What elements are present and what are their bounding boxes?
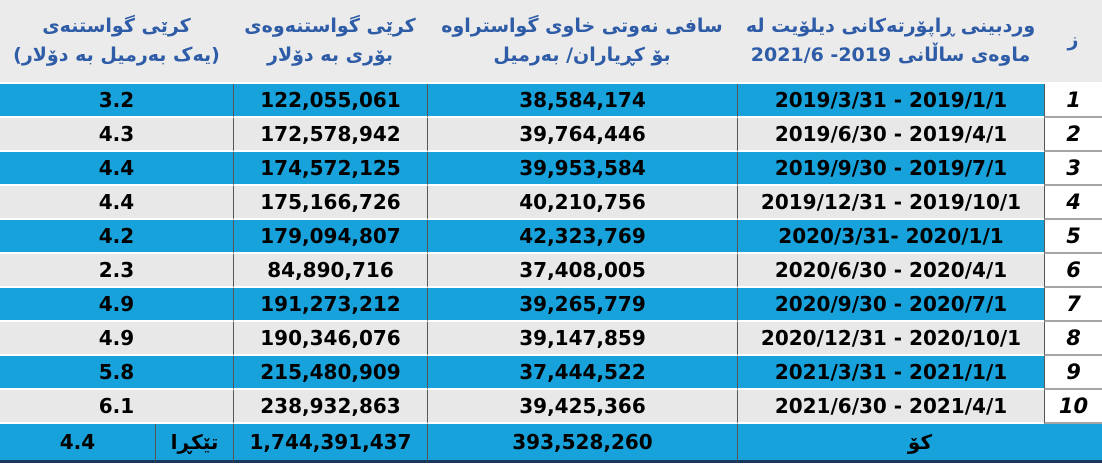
cell-index: 3	[1044, 152, 1102, 186]
header-net-oil-line2: بۆ کڕیاران/ بەرمیل	[493, 44, 671, 66]
header-net-oil-line1: سافی نەوتی خاوی گواستراوە	[441, 14, 723, 37]
cell-rate: 4.3	[0, 118, 233, 152]
header-period-line2: ماوەی ساڵانی 2019- 2021/6	[750, 44, 1031, 66]
cell-rate: 4.9	[0, 322, 233, 356]
cell-period: 2020/3/31- 2020/1/1	[737, 220, 1044, 254]
table-row	[0, 84, 1102, 118]
cell-net-oil: 39,953,584	[427, 152, 737, 186]
cell-net-oil: 37,444,522	[427, 356, 737, 390]
header-pipeline-cost-line1: کرێی گواستنەوەی	[244, 14, 416, 37]
cell-index: 8	[1044, 322, 1102, 356]
cell-total-label: کۆ	[737, 424, 1102, 463]
header-period-line1: وردبینی ڕاپۆرتەکانی دیلۆیت لە	[745, 14, 1036, 37]
cell-rate: 6.1	[0, 390, 233, 424]
cell-period: 2019/9/30 - 2019/7/1	[737, 152, 1044, 186]
cell-net-oil: 42,323,769	[427, 220, 737, 254]
table-row	[0, 254, 1102, 288]
table-header	[0, 0, 1102, 84]
table-row	[0, 152, 1102, 186]
header-rate-per-barrel	[0, 0, 233, 84]
cell-net-oil-total: 393,528,260	[427, 424, 737, 463]
cell-pipeline-cost: 179,094,807	[233, 220, 427, 254]
cell-index: 2	[1044, 118, 1102, 152]
header-period	[737, 0, 1044, 84]
cell-pipeline-cost: 175,166,726	[233, 186, 427, 220]
cell-period: 2021/6/30 - 2021/4/1	[737, 390, 1044, 424]
header-index-label: ز	[1067, 29, 1079, 52]
cell-period: 2019/6/30 - 2019/4/1	[737, 118, 1044, 152]
cell-pipeline-cost: 238,932,863	[233, 390, 427, 424]
cell-rate: 4.4	[0, 152, 233, 186]
header-rate-line2: (یەک بەرمیل بە دۆلار)	[13, 44, 220, 66]
cell-period: 2021/3/31 - 2021/1/1	[737, 356, 1044, 390]
cell-pipeline-cost: 174,572,125	[233, 152, 427, 186]
cell-net-oil: 39,265,779	[427, 288, 737, 322]
cell-rate: 4.2	[0, 220, 233, 254]
table-row	[0, 186, 1102, 220]
cell-net-oil: 39,147,859	[427, 322, 737, 356]
cell-rate: 3.2	[0, 84, 233, 118]
cell-net-oil: 39,425,366	[427, 390, 737, 424]
table-row	[0, 390, 1102, 424]
cell-index: 9	[1044, 356, 1102, 390]
cell-pipeline-cost: 190,346,076	[233, 322, 427, 356]
table-row	[0, 220, 1102, 254]
cell-pipeline-cost: 191,273,212	[233, 288, 427, 322]
cell-rate: 4.4	[0, 186, 233, 220]
header-row	[0, 0, 1102, 84]
cell-rate: 4.9	[0, 288, 233, 322]
header-index	[1044, 0, 1102, 84]
cell-rate: 5.8	[0, 356, 233, 390]
cell-index: 10	[1044, 390, 1102, 424]
table-row	[0, 322, 1102, 356]
table-row	[0, 356, 1102, 390]
table-body	[0, 84, 1102, 463]
cell-net-oil: 37,408,005	[427, 254, 737, 288]
cell-period: 2020/6/30 - 2020/4/1	[737, 254, 1044, 288]
cell-net-oil: 38,584,174	[427, 84, 737, 118]
cell-index: 7	[1044, 288, 1102, 322]
cell-period: 2020/9/30 - 2020/7/1	[737, 288, 1044, 322]
cell-index: 4	[1044, 186, 1102, 220]
header-net-oil	[427, 0, 737, 84]
totals-row	[0, 424, 1102, 463]
header-rate-line1: کرێی گواستنەی	[42, 14, 191, 37]
cell-period: 2020/12/31 - 2020/10/1	[737, 322, 1044, 356]
cell-index: 5	[1044, 220, 1102, 254]
cell-pipeline-cost: 215,480,909	[233, 356, 427, 390]
cell-pipeline-cost-total: 1,744,391,437	[233, 424, 427, 463]
cell-index: 1	[1044, 84, 1102, 118]
cell-index: 6	[1044, 254, 1102, 288]
cell-pipeline-cost: 172,578,942	[233, 118, 427, 152]
header-pipeline-cost	[233, 0, 427, 84]
cell-period: 2019/3/31 - 2019/1/1	[737, 84, 1044, 118]
cell-net-oil: 40,210,756	[427, 186, 737, 220]
cell-pipeline-cost: 84,890,716	[233, 254, 427, 288]
cell-average-label: تێکڕا	[155, 424, 233, 463]
cell-pipeline-cost: 122,055,061	[233, 84, 427, 118]
header-pipeline-cost-line2: بۆری بە دۆلار	[267, 44, 393, 66]
cell-net-oil: 39,764,446	[427, 118, 737, 152]
cell-period: 2019/12/31 - 2019/10/1	[737, 186, 1044, 220]
table-row	[0, 288, 1102, 322]
table-row	[0, 118, 1102, 152]
cell-rate-average: 4.4	[0, 424, 155, 463]
cell-rate: 2.3	[0, 254, 233, 288]
